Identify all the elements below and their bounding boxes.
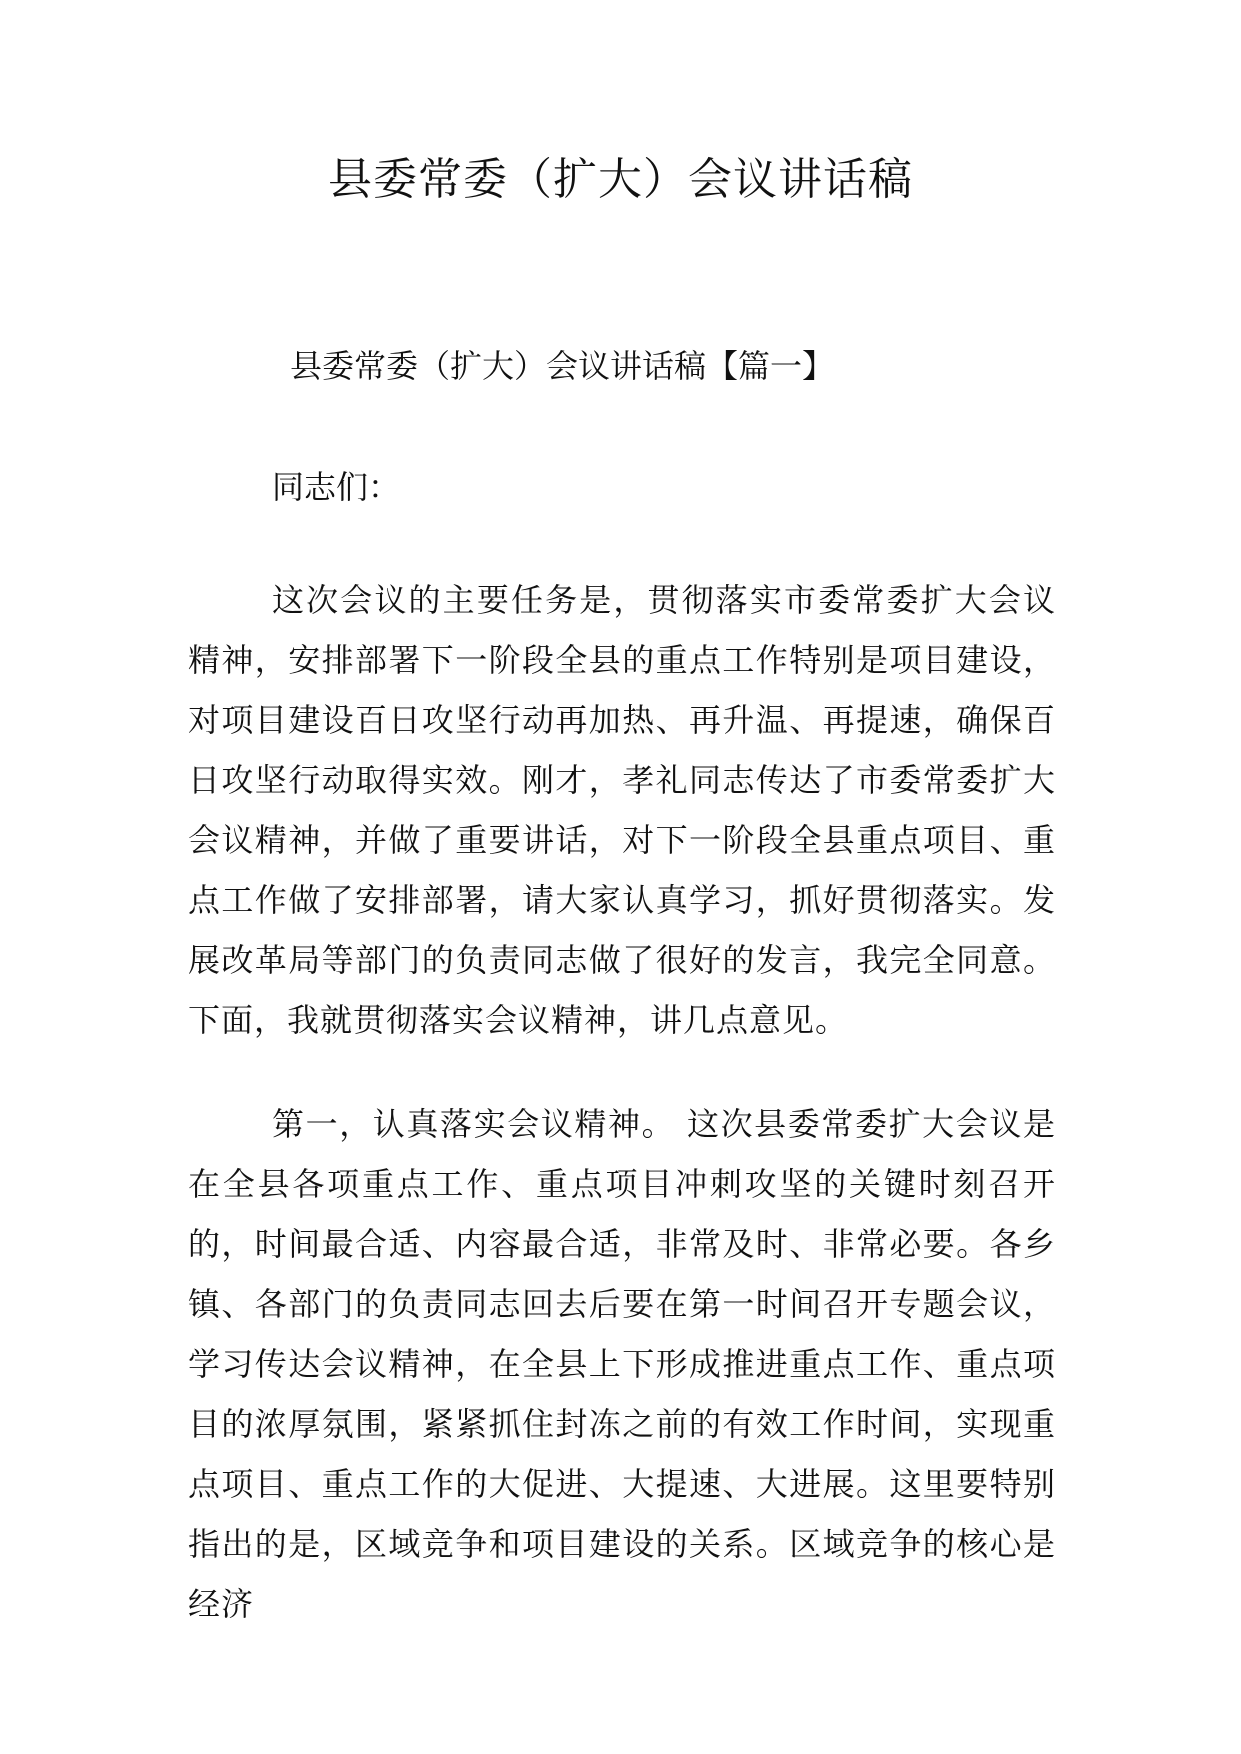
document-title: 县委常委（扩大）会议讲话稿 (328, 154, 913, 205)
body-paragraph: 第一，认真落实会议精神。 这次县委常委扩大会议是在全县各项重点工作、重点项目冲刺攻坚的关键时刻召开的，时间最合适、内容最合适，非常及时、非常必要。各乡镇、各部门的负责同志回去后要在第一时间召开专题会议，学习传达会议精神，在全县上下形成推进重点工作、重点项目的浓厚氛围，紧紧抓住封冻之前的有效工作时间，实现重点项目、重点工作的大促进、大提速、大进展。这里要特别指出的是，区域竞争和项目建设的关系。区域竞争的核心是经济 (188, 1105, 1056, 1623)
body-paragraph: 这次会议的主要任务是，贯彻落实市委常委扩大会议精神，安排部署下一阶段全县的重点工作特别是项目建设，对项目建设百日攻坚行动再加热、再升温、再提速，确保百日攻坚行动取得实效。刚才，孝礼同志传达了市委常委扩大会议精神，并做了重要讲话，对下一阶段全县重点项目、重点工作做了安排部署，请大家认真学习，抓好贯彻落实。发展改革局等部门的负责同志做了很好的发言，我完全同意。下面，我就贯彻落实会议精神，讲几点意见。 (188, 581, 1056, 1039)
greeting-line: 同志们： (272, 468, 401, 506)
section-subtitle: 县委常委（扩大）会议讲话稿【篇一】 (290, 347, 835, 385)
